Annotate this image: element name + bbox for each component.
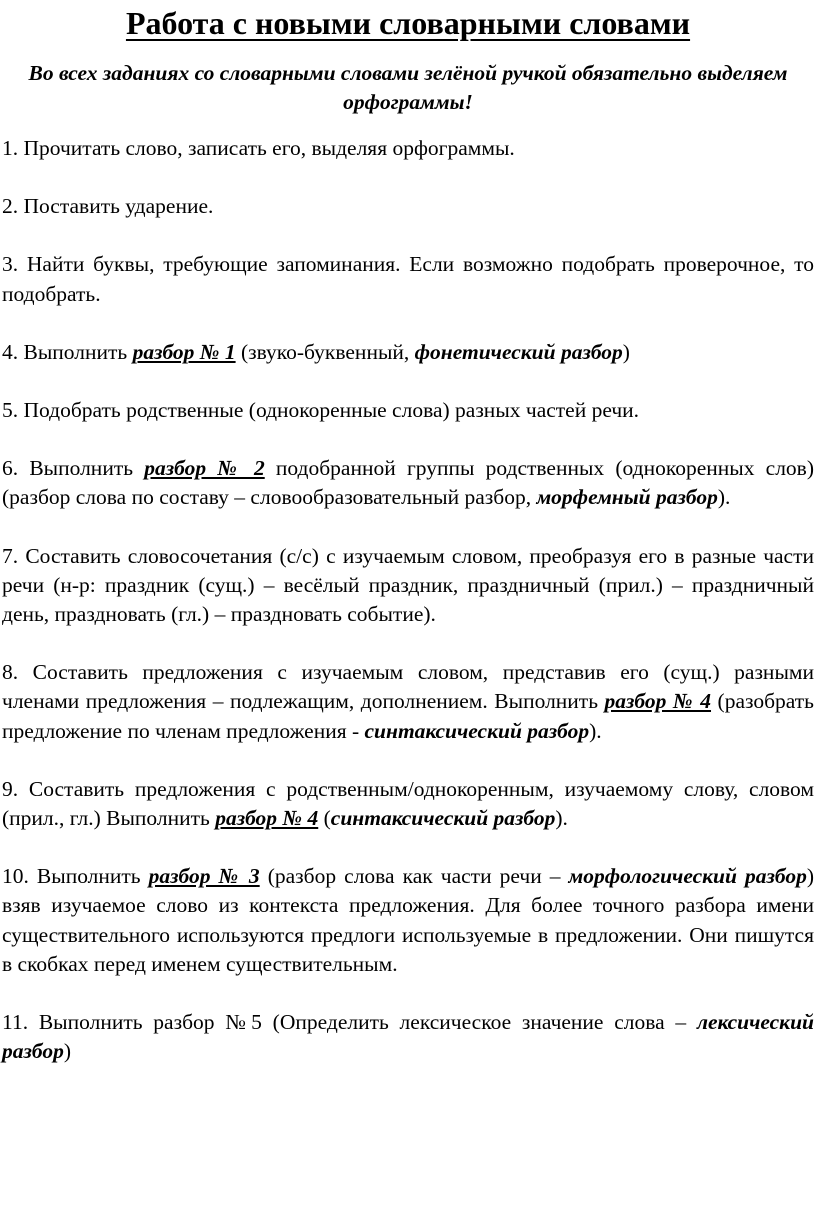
item-text: ). — [555, 806, 568, 831]
analysis-type-term: синтаксический разбор — [364, 718, 590, 743]
item-text: ) — [622, 339, 630, 364]
analysis-reference: разбор № 3 — [148, 864, 260, 889]
instruction-list — [2, 134, 814, 1066]
analysis-reference: разбор № 1 — [132, 339, 236, 364]
instruction-item — [2, 658, 814, 746]
analysis-type-term: морфемный разбор — [536, 485, 718, 510]
instruction-item — [2, 1008, 814, 1066]
item-text: (разобрать предложение по членам предложения - — [2, 689, 814, 743]
item-text: (звуко-буквенный, — [235, 339, 415, 364]
instruction-item — [2, 134, 814, 163]
item-text: подобранной группы родственных (однокоренных слов) (разбор слова по составу – словообразовательный разбор, — [2, 456, 814, 510]
item-text: 7. Составить словосочетания (с/с) с изучаемым словом, преобразуя его в разные части речи (н-р: праздник (сущ.) – весёлый праздник, праздничный (прил.) – праздничный день, праздновать (гл.) – праздновать событие). — [2, 543, 814, 627]
page-subtitle: Во всех заданиях со словарными словами зелёной ручкой обязательно выделяем орфограммы! — [28, 61, 788, 114]
instruction-item — [2, 454, 814, 512]
item-text: 6. Выполнить — [2, 456, 145, 481]
instruction-item — [2, 396, 814, 425]
analysis-type-term: синтаксический разбор — [330, 806, 556, 831]
item-text: 9. Составить предложения с родственным/однокоренным, изучаемому слову, словом (прил., гл.) Выполнить — [2, 776, 814, 831]
item-text: 11. Выполнить разбор №5 (Определить лексическое значение слова – — [2, 1010, 697, 1035]
item-text: ) — [63, 1039, 72, 1064]
item-text: ). — [589, 718, 602, 743]
item-text: 4. Выполнить — [2, 339, 133, 364]
item-text: 8. Составить предложения с изучаемым словом, представив его (сущ.) разными членами предложения – подлежащим, дополнением. Выполнить — [2, 660, 814, 714]
analysis-type-term: морфологический разбор — [568, 864, 807, 889]
analysis-reference: разбор № 4 — [604, 689, 712, 714]
item-text: 10. Выполнить — [2, 864, 149, 889]
item-text: (разбор слова как части речи – — [259, 864, 569, 889]
instruction-item — [2, 542, 814, 630]
page-title: Работа с новыми словарными словами — [125, 5, 691, 41]
item-text: ( — [318, 806, 331, 831]
item-text: 3. Найти буквы, требующие запоминания. Если возможно подобрать проверочное, то подобрать. — [2, 252, 814, 306]
item-text: ) взяв изучаемое слово из контекста предложения. Для более точного разбора имени существительного используются предлоги используемые в предложении. Они пишутся в скобках перед именем существительным. — [2, 864, 815, 976]
instruction-item — [2, 192, 814, 221]
analysis-reference: разбор № 4 — [215, 806, 319, 831]
item-text: ). — [717, 485, 731, 510]
instruction-item — [2, 338, 814, 367]
instruction-item — [2, 250, 814, 308]
instruction-item — [2, 775, 814, 833]
item-text: 1. Прочитать слово, записать его, выделяя орфограммы. — [2, 136, 515, 160]
analysis-reference: разбор № 2 — [144, 456, 265, 481]
analysis-type-term: фонетический разбор — [414, 339, 623, 364]
instruction-item — [2, 862, 814, 979]
item-text: 5. Подобрать родственные (однокоренные слова) разных частей речи. — [2, 398, 640, 423]
item-text: 2. Поставить ударение. — [2, 194, 214, 219]
analysis-type-term: лексический разбор — [2, 1010, 814, 1064]
